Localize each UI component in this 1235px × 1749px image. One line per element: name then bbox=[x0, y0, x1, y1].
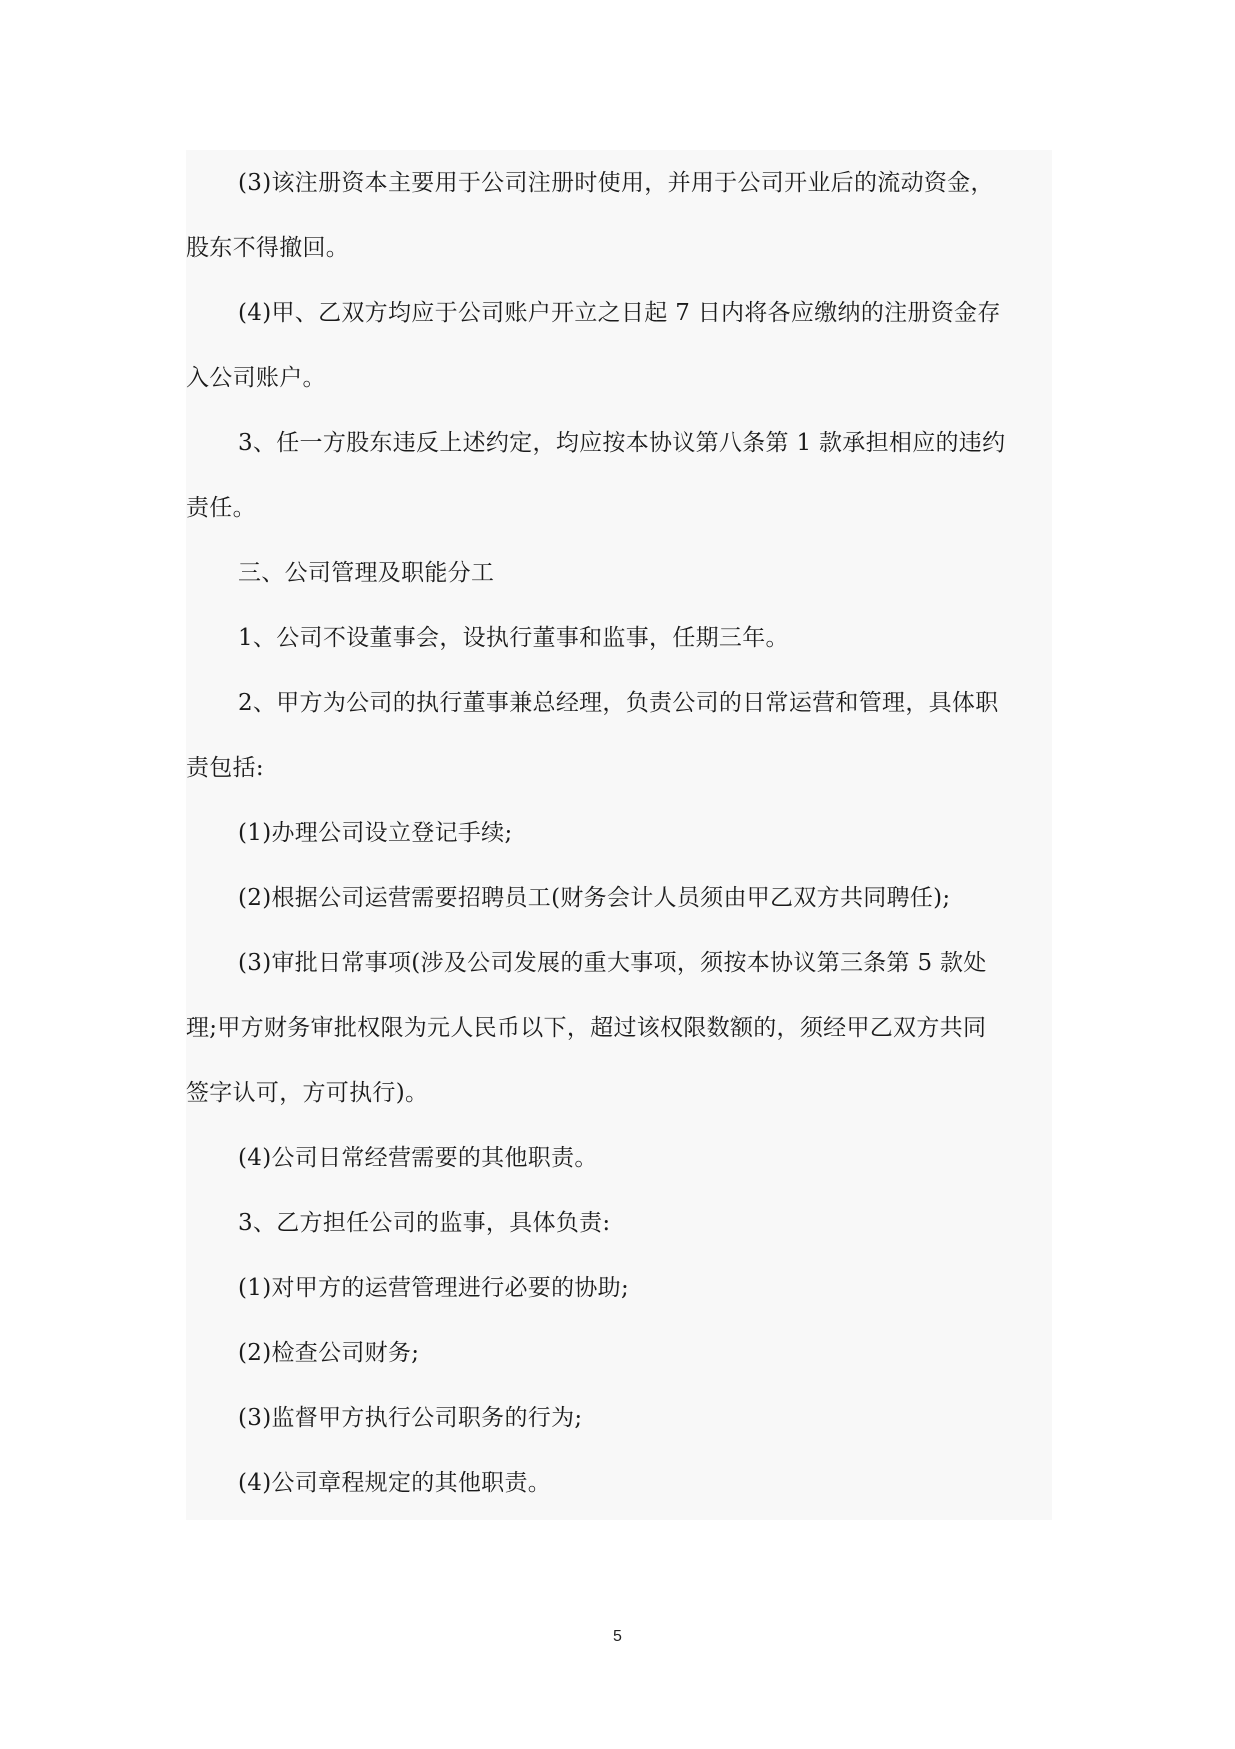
paragraph-line: 入公司账户。 bbox=[186, 365, 326, 391]
document-body bbox=[186, 150, 1052, 1520]
paragraph-line: 2、甲方为公司的执行董事兼总经理，负责公司的日常运营和管理，具体职 bbox=[238, 690, 999, 716]
paragraph-line: (4)公司章程规定的其他职责。 bbox=[238, 1470, 552, 1496]
paragraph-line: 3、乙方担任公司的监事，具体负责: bbox=[238, 1210, 611, 1236]
paragraph-line: 责包括: bbox=[186, 755, 264, 781]
paragraph-line: (4)甲、乙双方均应于公司账户开立之日起 7 日内将各应缴纳的注册资金存 bbox=[238, 300, 1001, 326]
paragraph-line: (2)根据公司运营需要招聘员工(财务会计人员须由甲乙双方共同聘任); bbox=[238, 885, 951, 911]
paragraph-line: 股东不得撤回。 bbox=[186, 235, 350, 261]
paragraph-line: 理;甲方财务审批权限为元人民币以下，超过该权限数额的，须经甲乙双方共同 bbox=[186, 1015, 987, 1041]
paragraph-line: 1、公司不设董事会，设执行董事和监事，任期三年。 bbox=[238, 625, 789, 651]
paragraph-line: (1)办理公司设立登记手续; bbox=[238, 820, 513, 846]
paragraph-line: (1)对甲方的运营管理进行必要的协助; bbox=[238, 1275, 630, 1301]
paragraph-line: (2)检查公司财务; bbox=[238, 1340, 420, 1366]
paragraph-line: 签字认可，方可执行)。 bbox=[186, 1080, 429, 1106]
paragraph-line: (3)该注册资本主要用于公司注册时使用，并用于公司开业后的流动资金， bbox=[238, 170, 994, 196]
paragraph-line: 3、任一方股东违反上述约定，均应按本协议第八条第 1 款承担相应的违约 bbox=[238, 430, 1006, 456]
paragraph-line: 责任。 bbox=[186, 495, 256, 521]
section-heading: 三、公司管理及职能分工 bbox=[238, 560, 495, 586]
paragraph-line: (4)公司日常经营需要的其他职责。 bbox=[238, 1145, 598, 1171]
paragraph-line: (3)审批日常事项(涉及公司发展的重大事项，须按本协议第三条第 5 款处 bbox=[238, 950, 987, 976]
page-number: 5 bbox=[613, 1628, 622, 1645]
paragraph-line: (3)监督甲方执行公司职务的行为; bbox=[238, 1405, 583, 1431]
